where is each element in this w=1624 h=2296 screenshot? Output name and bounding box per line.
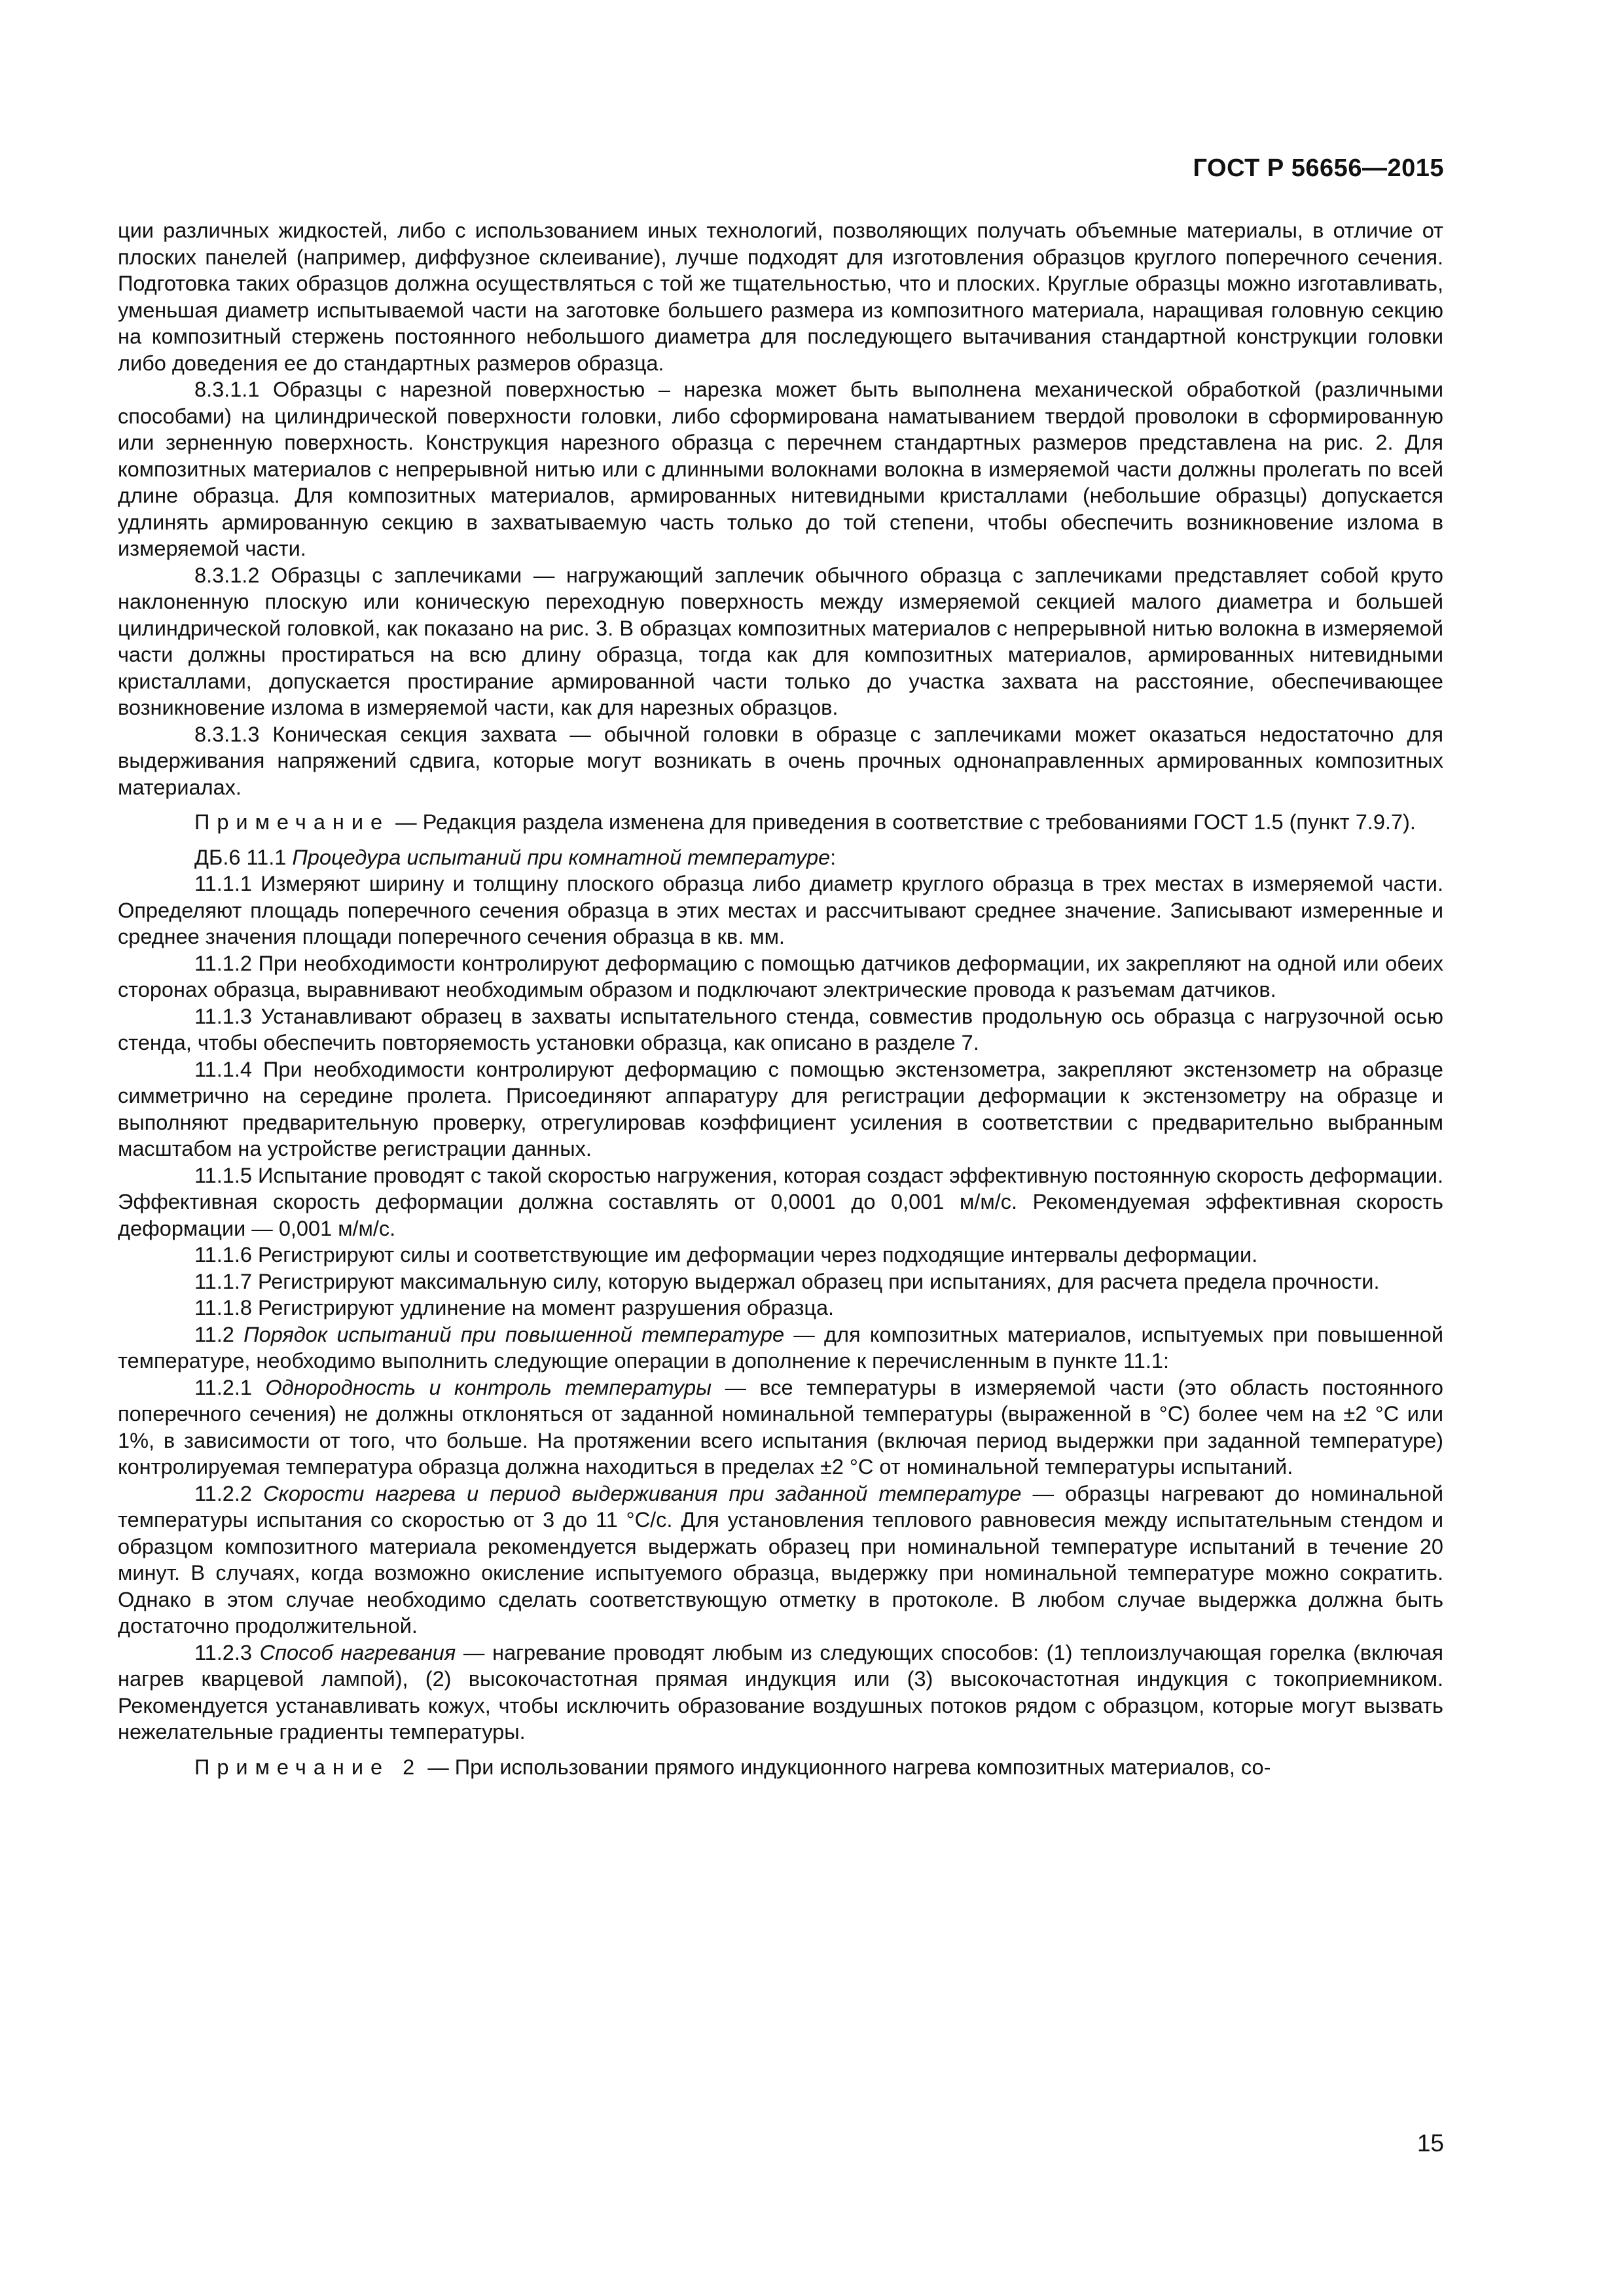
italic-term: Способ нагревания [259, 1640, 456, 1664]
paragraph-continuation [118, 217, 1443, 376]
text-run: 11.2.1 [194, 1375, 266, 1399]
paragraph-11-2-3 [118, 1640, 1443, 1746]
text-run: — для композитных материалов, испытуемых при повышенной температуре, необходимо выполнить следующие операции в дополнение к перечисленным в пункте 11.1: [118, 1322, 1443, 1372]
text-run: : [830, 845, 837, 869]
paragraph-8-3-1-1 [118, 376, 1443, 562]
paragraph-11-1-2 [118, 950, 1443, 1003]
text-run: 11.1.7 Регистрируют максимальную силу, которую выдержал образец при испытаниях, для расчета предела прочности. [194, 1269, 1380, 1293]
text-run: 11.1.1 Измеряют ширину и толщину плоского образца либо диаметр круглого образца в трех местах в измеряемой части. Определяют площадь поперечного сечения образца в этих местах и рассчитывают среднее значение. Записывают измеренные и среднее значения площади поперечного сечения образца в кв. мм. [118, 872, 1443, 948]
paragraph-11-1-5 [118, 1162, 1443, 1242]
text-run: 11.1.3 Устанавливают образец в захваты испытательного стенда, совместив продольную ось образца с нагрузочной осью стенда, чтобы обеспечить повторяемость установки образца, как описано в разделе 7. [118, 1004, 1443, 1054]
text-run: 11.1.4 При необходимости контролируют деформацию с помощью экстензометра, закрепляют экстензометр на образце симметрично на середине пролета. Присоединяют аппаратуру для регистрации деформации к экстензометру на образце и выполняют предварительную проверку, отрегулировав коэффициент усиления в соответствии с предварительно выбранным масштабом на устройстве регистрации данных. [118, 1057, 1443, 1160]
text-run: 11.2 [194, 1322, 244, 1346]
note-label: Примечание 2 [194, 1755, 422, 1779]
text-run: 8.3.1.2 Образцы с заплечиками — нагружающий заплечик обычного образца с заплечиками представляет собой круто наклоненную плоскую или коническую переходную поверхность между измеряемой секцией малого диаметра и большей цилиндрической головкой, как показано на рис. 3. В образцах композитных материалов с непрерывной нитью волокна в измеряемой части должны простираться на всю длину образца, тогда как для композитных материалов, армированных нитевидными кристаллами, допускается простирание армированной части только до участка захвата на расстояние, обеспечивающее возникновение излома в измеряемой части, как для нарезных образцов. [118, 563, 1443, 719]
italic-term: Порядок испытаний при повышенной температуре [244, 1322, 785, 1346]
paragraph-8-3-1-3 [118, 721, 1443, 801]
section-db6-heading [118, 844, 1443, 871]
document-body [118, 217, 1443, 1780]
text-run: ции различных жидкостей, либо с использованием иных технологий, позволяющих получать объемные материалы, в отличие от плоских панелей (например, диффузное склеивание), лучше подходят для изготовления образцов круглого поперечного сечения. Подготовка таких образцов должна осуществляться с той же тщательностью, что и плоских. Круглые образцы можно изготавливать, уменьшая диаметр испытываемой части на заготовке большего размера из композитного материала, наращивая головную секцию на композитный стержень постоянного небольшого диаметра для последующего вытачивания стандартной конструкции головки либо доведения ее до стандартных размеров образца. [118, 219, 1443, 375]
text-run: — При использовании прямого индукционного нагрева композитных материалов, со- [422, 1755, 1271, 1779]
text-run: 11.1.5 Испытание проводят с такой скоростью нагружения, которая создаст эффективную постоянную скорость деформации. Эффективная скорость деформации должна составлять от 0,0001 до 0,001 м/м/с. Рекомендуемая эффективная скорость деформации — 0,001 м/м/с. [118, 1163, 1443, 1240]
paragraph-11-1-7 [118, 1268, 1443, 1295]
note-2-paragraph [118, 1754, 1443, 1781]
text-run: 11.1.2 При необходимости контролируют деформацию с помощью датчиков деформации, их закрепляют на одной или обеих сторонах образца, выравнивают необходимым образом и подключают электрические провода к разъемам датчиков. [118, 951, 1443, 1001]
document-code-header: ГОСТ Р 56656—2015 [1193, 154, 1444, 182]
paragraph-11-2 [118, 1321, 1443, 1374]
text-run: 11.2.3 [194, 1640, 260, 1664]
text-run: 11.1.8 Регистрируют удлинение на момент разрушения образца. [194, 1296, 835, 1319]
paragraph-11-1-6 [118, 1242, 1443, 1268]
note-paragraph [118, 809, 1443, 836]
text-run: 8.3.1.3 Коническая секция захвата — обычной головки в образце с заплечиками может оказаться недостаточно для выдерживания напряжений сдвига, которые могут возникать в очень прочных однонаправленных армированных композитных материалах. [118, 722, 1443, 799]
italic-term: Однородность и контроль температуры [265, 1375, 712, 1399]
note-label: Примечание [194, 810, 390, 834]
paragraph-11-1-3 [118, 1003, 1443, 1056]
italic-term: Скорости нагрева и период выдерживания при заданной температуре [263, 1481, 1022, 1505]
text-run: — образцы нагревают до номинальной температуры испытания со скоростью от 3 до 11 °С/с. Для установления теплового равновесия между испытательным стендом и образцом композитного материала рекомендуется выдержать образец при номинальной температуре испытаний в течение 20 минут. В случаях, когда возможно окисление испытуемого образца, выдержку при номинальной температуре можно сократить. Однако в этом случае необходимо сделать соответствующую отметку в протоколе. В любом случае выдержка должна быть достаточно продолжительной. [118, 1481, 1444, 1638]
paragraph-11-2-2 [118, 1480, 1443, 1640]
italic-term: Процедура испытаний при комнатной температуре [292, 845, 831, 869]
page-number: 15 [1416, 2130, 1444, 2157]
paragraph-11-1-8 [118, 1295, 1443, 1321]
text-run: ДБ.6 11.1 [194, 845, 293, 869]
text-run: 11.2.2 [194, 1481, 264, 1505]
paragraph-11-1-1 [118, 870, 1443, 950]
text-run: — все температуры в измеряемой части (это область постоянного поперечного сечения) не должны отклоняться от заданной номинальной температуры (выраженной в °С) более чем на ±2 °С или 1%, в зависимости от того, что больше. На протяжении всего испытания (включая период выдержки при заданной температуре) контролируемая температура образца должна находиться в пределах ±2 °С от номинальной температуры испытаний. [118, 1375, 1444, 1479]
paragraph-8-3-1-2 [118, 562, 1443, 721]
text-run: — Редакция раздела изменена для приведения в соответствие с требованиями ГОСТ 1.5 (пункт 7.9.7). [389, 810, 1416, 834]
paragraph-11-1-4 [118, 1056, 1443, 1162]
paragraph-11-2-1 [118, 1374, 1443, 1480]
text-run: 8.3.1.1 Образцы с нарезной поверхностью – нарезка может быть выполнена механической обработкой (различными способами) на цилиндрической поверхности головки, либо сформирована наматыванием твердой проволоки в сформированную или зерненную поверхность. Конструкция нарезного образца с перечнем стандартных размеров представлена на рис. 2. Для композитных материалов с непрерывной нитью или с длинными волокнами волокна в измеряемой части должны пролегать по всей длине образца. Для композитных материалов, армированных нитевидными кристаллами (небольшие образцы) допускается удлинять армированную секцию в захватываемую часть только до той степени, чтобы обеспечить возникновение излома в измеряемой части. [118, 378, 1443, 560]
text-run: 11.1.6 Регистрируют силы и соответствующие им деформации через подходящие интервалы деформации. [194, 1243, 1258, 1266]
text-run: — нагревание проводят любым из следующих способов: (1) теплоизлучающая горелка (включая нагрев кварцевой лампой), (2) высокочастотная прямая индукция или (3) высокочастотная индукция с токоприемником. Рекомендуется устанавливать кожух, чтобы исключить образование воздушных потоков рядом с образцом, которые могут вызвать нежелательные градиенты температуры. [118, 1640, 1443, 1744]
